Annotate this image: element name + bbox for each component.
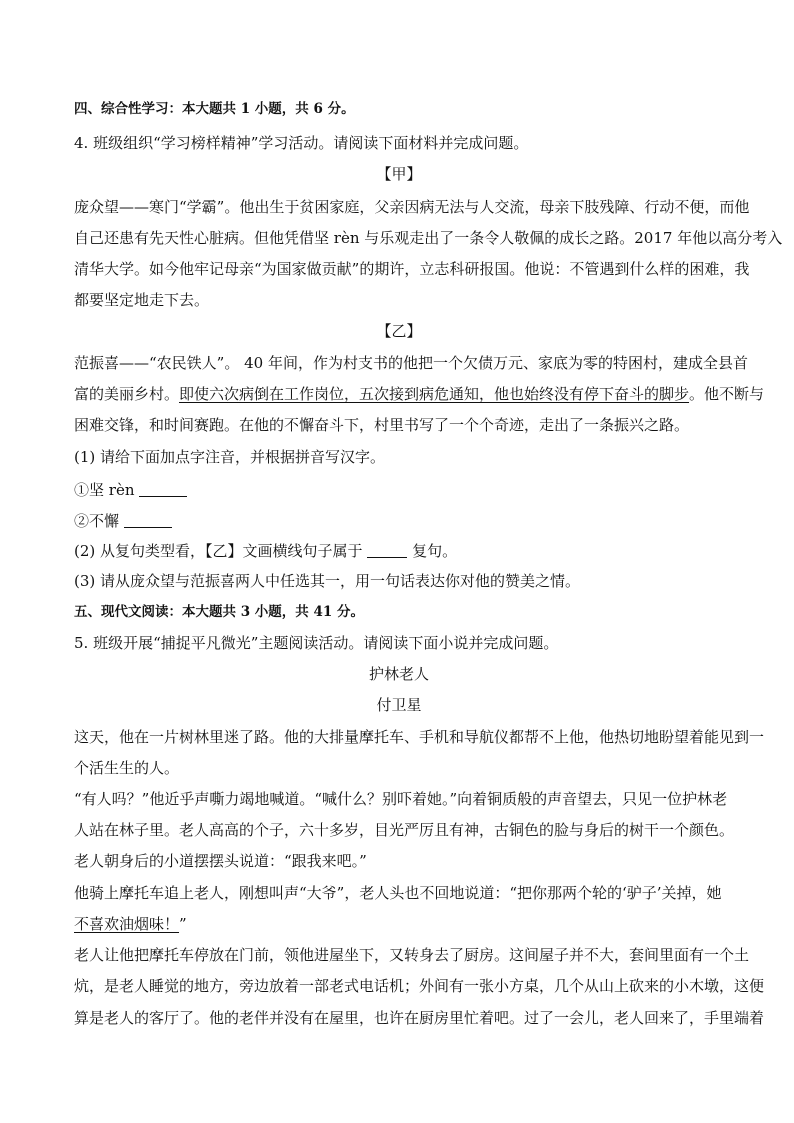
sub-question-3: (3) 请从庞众望与范振喜两人中任选其一，用一句话表达你对他的赞美之情。 [74, 572, 581, 590]
yi-text: 。他不断与 [689, 385, 765, 403]
sub-question-1b [74, 510, 724, 532]
q2-text: (2) 从复句类型看，【乙】文画横线句子属于 [74, 542, 363, 560]
story-line: 老人让他把摩托车停放在门前，领他进屋坐下，又转身去了厨房。这间屋子并不大，套间里面有一个土 [74, 946, 750, 964]
story-text: ” [179, 915, 187, 933]
yi-line: 范振喜——“农民铁人”。 40 年间，作为村支书的他把一个欠债万元、家底为零的特困村，建成全县首 [74, 354, 748, 372]
sub-question-2 [74, 540, 724, 562]
story-line: 炕，是老人睡觉的地方，旁边放着一部老式电话机；外间有一张小方桌，几个从山上砍来的小木墩，这便 [74, 977, 765, 995]
question-5: 5. 班级开展“捕捉平凡微光”主题阅读活动。请阅读下面小说并完成问题。 [74, 634, 559, 652]
story-line: “有人吗？”他近乎声嘶力竭地喊道。“喊什么？别吓着她。”向着铜质般的声音望去，只见一位护林老 [74, 790, 728, 808]
sub-question-1a [74, 479, 724, 501]
jia-line: 自己还患有先天性心脏病。但他凭借坚 rèn 与乐观走出了一条令人敬佩的成长之路。2017 年他以高分考入 [74, 229, 783, 247]
story-line [74, 913, 724, 935]
story-line: 他骑上摩托车追上老人，刚想叫声“大爷”，老人头也不回地说道：“把你那两个轮的‘驴子’关掉，她 [74, 884, 722, 902]
section5-heading: 五、现代文阅读：本大题共 3 小题，共 41 分。 [74, 604, 364, 620]
answer-blank[interactable] [139, 482, 187, 497]
jia-line: 庞众望——寒门“学霸”。他出生于贫困家庭，父亲因病无法与人交流，母亲下肢残障、行动不便，而他 [74, 198, 750, 216]
q1a-text: ①坚 rèn [74, 481, 135, 499]
underlined-sentence: 即使六次病倒在工作岗位，五次接到病危通知，他也始终没有停下奋斗的脚步 [179, 385, 690, 403]
jia-line: 都要坚定地走下去。 [74, 291, 210, 309]
passage-yi-title: 【乙】 [376, 322, 422, 340]
answer-blank[interactable] [124, 513, 172, 528]
story-author: 付卫星 [376, 696, 422, 714]
story-title: 护林老人 [368, 665, 429, 683]
question-4: 4. 班级组织“学习榜样精神”学习活动。请阅读下面材料并完成问题。 [74, 134, 529, 152]
sub-question-1: (1) 请给下面加点字注音，并根据拼音写汉字。 [74, 448, 386, 466]
yi-line [74, 383, 765, 405]
story-line: 老人朝身后的小道摆摆头说道：“跟我来吧。” [74, 852, 367, 870]
story-line: 这天，他在一片树林里迷了路。他的大排量摩托车、手机和导航仪都帮不上他，他热切地盼望着能见到一 [74, 728, 765, 746]
yi-line: 困难交锋，和时间赛跑。在他的不懈奋斗下，村里书写了一个个奇迹，走出了一条振兴之路。 [74, 416, 690, 434]
section4-heading: 四、综合性学习：本大题共 1 小题，共 6 分。 [74, 101, 355, 117]
q1b-text: ②不懈 [74, 512, 120, 530]
q2-text: 复句。 [412, 542, 458, 560]
jia-line: 清华大学。如今他牢记母亲“为国家做贡献”的期许，立志科研报国。他说：不管遇到什么样的困难，我 [74, 260, 750, 278]
story-line: 人站在林子里。老人高高的个子，六十多岁，目光严厉且有神，古铜色的脸与身后的树干一个颜色。 [74, 821, 735, 839]
answer-blank[interactable] [367, 543, 407, 558]
passage-jia-title: 【甲】 [376, 165, 422, 183]
story-line: 个活生生的人。 [74, 759, 180, 777]
underlined-sentence: 不喜欢油烟味！ [74, 915, 180, 933]
yi-text: 富的美丽乡村。 [74, 385, 180, 403]
story-line: 算是老人的客厅了。他的老伴并没有在屋里，也许在厨房里忙着吧。过了一会儿，老人回来了，手里端着 [74, 1009, 765, 1027]
